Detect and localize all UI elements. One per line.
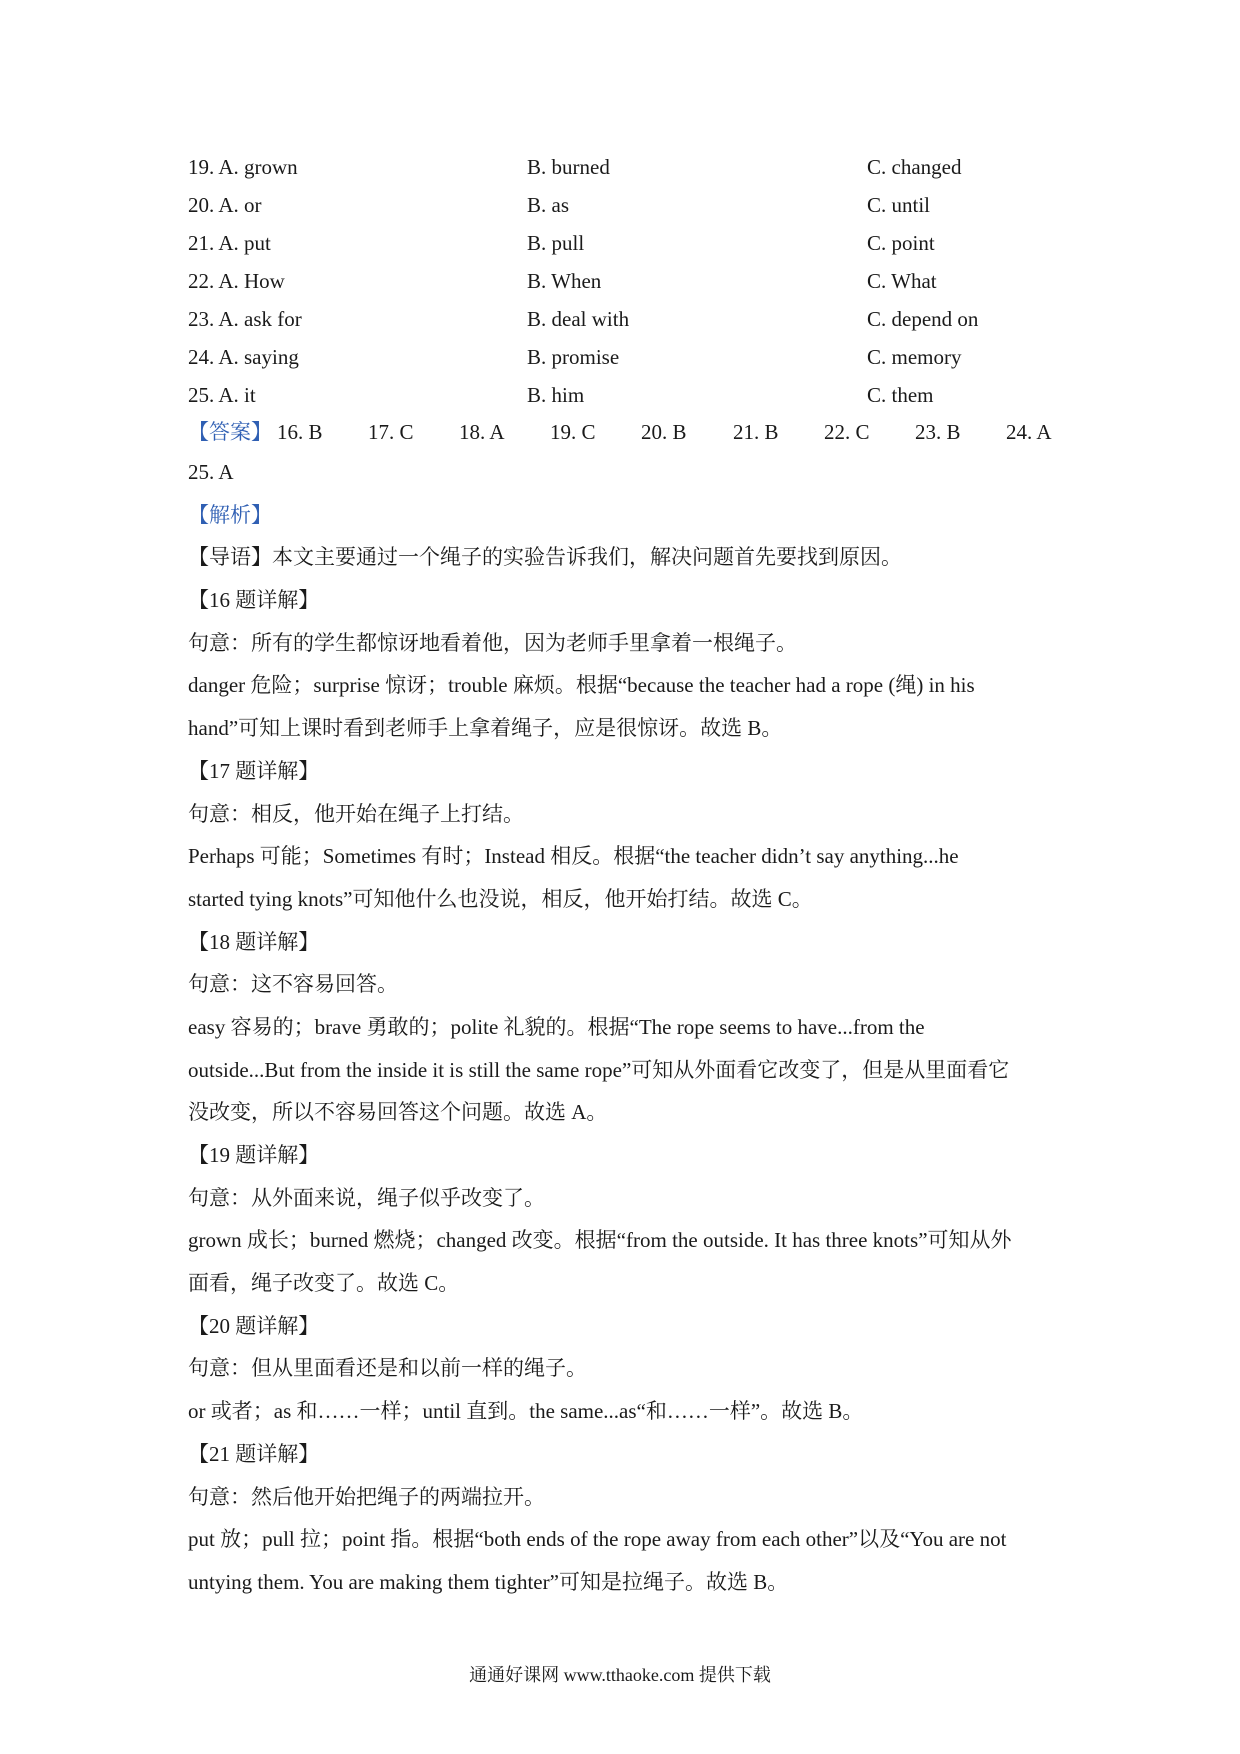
section-heading: 【21 题详解】 <box>188 1441 320 1466</box>
section-heading: 【20 题详解】 <box>188 1313 320 1338</box>
option-row-20 <box>188 186 1088 224</box>
text-line: put 放；pull 拉；point 指。根据“both ends of the rope away from each other”以及“You are not <box>188 1527 1007 1552</box>
option-b: B. as <box>527 193 569 217</box>
option-c: C. What <box>867 269 937 293</box>
option-c: C. memory <box>867 345 962 369</box>
option-b: B. deal with <box>527 307 630 331</box>
text-line: 句意：然后他开始把绳子的两端拉开。 <box>188 1484 545 1509</box>
option-a: 24. A. saying <box>188 345 299 369</box>
text-line: 面看，绳子改变了。故选 C。 <box>188 1271 460 1296</box>
options-block <box>188 148 1088 414</box>
option-a: 23. A. ask for <box>188 307 302 331</box>
text-line: grown 成长；burned 燃烧；changed 改变。根据“from the outside. It has three knots”可知从外 <box>188 1228 1012 1253</box>
text-line: 【导语】本文主要通过一个绳子的实验告诉我们，解决问题首先要找到原因。 <box>188 545 902 570</box>
option-c: C. depend on <box>867 307 979 331</box>
option-c: C. point <box>867 231 935 255</box>
text-line: 句意：但从里面看还是和以前一样的绳子。 <box>188 1356 587 1381</box>
option-b: B. him <box>527 383 585 407</box>
answer-item: 22. C <box>824 420 870 444</box>
option-a: 22. A. How <box>188 269 285 293</box>
text-line: 没改变，所以不容易回答这个问题。故选 A。 <box>188 1100 608 1125</box>
answer-item: 20. B <box>641 420 687 444</box>
option-row-24 <box>188 338 1088 376</box>
text-line: outside...But from the inside it is still the same rope”可知从外面看它改变了，但是从里面看它 <box>188 1057 1010 1082</box>
option-a: 20. A. or <box>188 193 262 217</box>
text-line: or 或者；as 和……一样；until 直到。the same...as“和……一样”。故选 B。 <box>188 1399 864 1424</box>
option-a: 21. A. put <box>188 231 271 255</box>
answer-item: 17. C <box>368 420 414 444</box>
option-a: 25. A. it <box>188 383 256 407</box>
option-row-22 <box>188 262 1088 300</box>
option-c: C. changed <box>867 155 962 179</box>
text-line: Perhaps 可能；Sometimes 有时；Instead 相反。根据“the teacher didn’t say anything...he <box>188 844 959 869</box>
answer-item: 16. B <box>277 420 323 444</box>
option-c: C. until <box>867 193 931 217</box>
text-line: 句意：从外面来说，绳子似乎改变了。 <box>188 1185 545 1210</box>
page-footer: 通通好课网 www.tthaoke.com 提供下载 <box>469 1665 771 1685</box>
answer-item: 23. B <box>915 420 961 444</box>
text-line: easy 容易的；brave 勇敢的；polite 礼貌的。根据“The rope seems to have...from the <box>188 1014 925 1039</box>
section-heading: 【16 题详解】 <box>188 588 320 613</box>
section-heading: 【18 题详解】 <box>188 929 320 954</box>
text-line: 句意：相反，他开始在绳子上打结。 <box>188 801 524 826</box>
analysis-body <box>188 451 1068 1604</box>
answer-item: 19. C <box>550 420 596 444</box>
option-row-21 <box>188 224 1088 262</box>
text-line: hand”可知上课时看到老师手上拿着绳子，应是很惊讶。故选 B。 <box>188 716 783 741</box>
option-b: B. burned <box>527 155 610 179</box>
answer-last: 25. A <box>188 460 234 484</box>
option-b: B. When <box>527 269 602 293</box>
section-heading: 【19 题详解】 <box>188 1143 320 1167</box>
option-c: C. them <box>867 383 934 407</box>
text-line: danger 危险；surprise 惊讶；trouble 麻烦。根据“because the teacher had a rope (绳) in his <box>188 673 975 698</box>
answer-item: 21. B <box>733 420 779 444</box>
answer-tag: 【答案】 <box>188 420 272 444</box>
option-row-23 <box>188 300 1088 338</box>
option-row-25 <box>188 376 1088 414</box>
answer-item: 24. A <box>1006 420 1052 444</box>
text-line: untying them. You are making them tighter”可知是拉绳子。故选 B。 <box>188 1569 789 1594</box>
section-heading: 【17 题详解】 <box>188 758 320 783</box>
analysis-tag: 【解析】 <box>188 502 272 527</box>
option-row-19 <box>188 148 1088 186</box>
answer-line <box>188 412 1088 452</box>
option-b: B. promise <box>527 345 620 369</box>
text-line: started tying knots”可知他什么也没说，相反，他开始打结。故选 C。 <box>188 886 813 911</box>
text-line: 句意：这不容易回答。 <box>188 972 398 997</box>
option-b: B. pull <box>527 231 585 255</box>
option-a: 19. A. grown <box>188 155 298 179</box>
text-line: 句意：所有的学生都惊讶地看着他，因为老师手里拿着一根绳子。 <box>188 630 797 655</box>
answer-item: 18. A <box>459 420 505 444</box>
